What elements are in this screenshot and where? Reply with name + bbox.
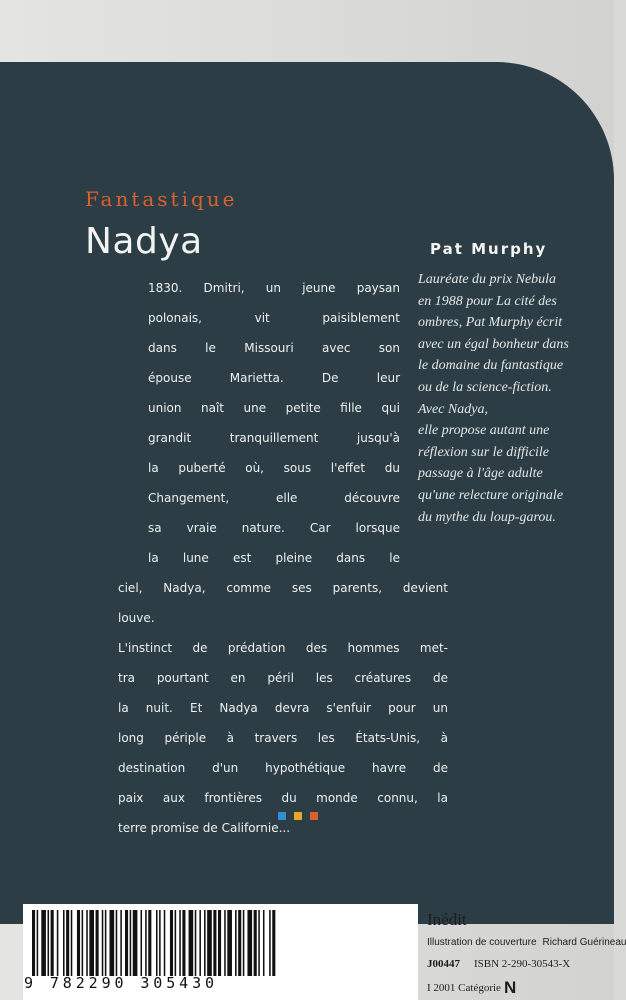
summary-line: L'instinct de prédation des hommes met-: [118, 641, 448, 655]
barcode-bar: [195, 910, 197, 976]
barcode-bar: [86, 910, 88, 976]
summary-line: sa vraie nature. Car lorsque: [148, 521, 400, 535]
catalog-row: [427, 978, 516, 998]
barcode-bar: [102, 910, 104, 976]
barcode-bar: [148, 910, 151, 976]
barcode-bar: [258, 910, 260, 976]
barcode-bar: [207, 910, 212, 976]
barcode-bar: [110, 910, 115, 976]
author-bio: [418, 269, 598, 528]
barcode-icon: [28, 910, 408, 976]
barcode-bar: [120, 910, 122, 976]
summary-line: la puberté où, sous l'effet du: [148, 461, 400, 475]
bio-line: ombres, Pat Murphy écrit: [418, 315, 563, 331]
barcode-bar: [57, 910, 59, 976]
catalog-prefix: I 2001 Catégorie: [427, 982, 501, 994]
author-name: Pat Murphy: [430, 240, 548, 258]
book-summary: [148, 273, 400, 573]
summary-line: terre promise de Californie...: [118, 821, 291, 835]
book-summary-continued: [118, 573, 448, 843]
summary-line: union naît une petite fille qui: [148, 401, 400, 415]
barcode-bar: [224, 910, 226, 976]
bio-line: en 1988 pour La cité des: [418, 293, 557, 309]
barcode-number: 9 782290 305430: [24, 974, 218, 992]
barcode-bar: [159, 910, 161, 976]
summary-line: ciel, Nadya, comme ses parents, devient: [118, 581, 448, 595]
barcode-bar: [213, 910, 216, 976]
barcode-bar: [51, 910, 54, 976]
product-code: J00447: [427, 958, 460, 970]
barcode-bar: [156, 910, 158, 976]
summary-line: la lune est pleine dans le: [148, 551, 400, 565]
summary-line: louve.: [118, 611, 155, 625]
barcode-bar: [189, 910, 194, 976]
bio-line: passage à l'âge adulte: [418, 466, 543, 482]
illustration-label: Illustration de couverture: [427, 937, 537, 948]
barcode-bar: [170, 910, 173, 976]
barcode-bar: [63, 910, 65, 976]
barcode-bar: [204, 910, 206, 976]
barcode-bar: [199, 910, 201, 976]
bio-line: ou de la science-fiction.: [418, 379, 552, 395]
bio-line: Avec Nadya,: [418, 401, 488, 417]
bio-line: Lauréate du prix Nebula: [418, 272, 557, 287]
dot-blue: [278, 812, 286, 820]
barcode-bar: [125, 910, 128, 976]
barcode-bar: [218, 910, 221, 976]
barcode-bar: [227, 910, 232, 976]
barcode-bar: [182, 910, 185, 976]
barcode-bar: [37, 910, 39, 976]
barcode-bar: [48, 910, 50, 976]
bio-line: réflexion sur le difficile: [418, 444, 550, 460]
barcode-bar: [130, 910, 132, 976]
dot-orange: [310, 812, 318, 820]
summary-line: 1830. Dmitri, un jeune paysan: [148, 281, 400, 295]
decorative-dots: [278, 812, 318, 820]
barcode-bar: [243, 910, 245, 976]
summary-line: épouse Marietta. De leur: [148, 371, 400, 385]
bio-line: avec un égal bonheur dans: [418, 336, 569, 352]
summary-line: la nuit. Et Nadya devra s'enfuir pour un: [118, 701, 448, 715]
inedit-label: Inédit: [427, 910, 467, 929]
bio-line: elle propose autant une: [418, 423, 550, 439]
barcode-bar: [175, 910, 177, 976]
barcode-bar: [82, 910, 84, 976]
barcode-bar: [272, 910, 275, 976]
summary-line: grandit tranquillement jusqu'à: [148, 431, 400, 445]
bio-line: du mythe du loup-garou.: [418, 509, 556, 525]
book-title: Nadya: [85, 221, 203, 262]
isbn: ISBN 2-290-30543-X: [474, 958, 571, 970]
barcode-bar: [269, 910, 271, 976]
barcode-bar: [238, 910, 241, 976]
barcode-bar: [71, 910, 73, 976]
barcode-bar: [32, 910, 35, 976]
illustrator-name: Richard Guérineau: [542, 937, 626, 948]
summary-line: Changement, elle découvre: [148, 491, 400, 505]
summary-line: paix aux frontières du monde connu, la: [118, 791, 448, 805]
summary-line: tra pourtant en péril les créatures de: [118, 671, 448, 685]
barcode-bar: [263, 910, 265, 976]
barcode-bar: [235, 910, 237, 976]
bio-line: qu'une relecture originale: [418, 487, 564, 503]
barcode-bar: [141, 910, 143, 976]
barcode-bar: [247, 910, 252, 976]
barcode-bar: [89, 910, 94, 976]
barcode-bar: [96, 910, 99, 976]
code-row: [427, 958, 570, 970]
barcode-bar: [254, 910, 257, 976]
barcode-bar: [164, 910, 166, 976]
barcode-bar: [116, 910, 118, 976]
barcode-bar: [77, 910, 80, 976]
genre-label: Fantastique: [85, 187, 238, 211]
barcode-bar: [105, 910, 107, 976]
barcode-bar: [66, 910, 69, 976]
barcode-bar: [179, 910, 181, 976]
catalog-letter: N: [503, 978, 517, 997]
summary-line: long périple à travers les États-Unis, à: [118, 731, 448, 745]
illustration-credit: [427, 937, 626, 948]
bio-line: le domaine du fantastique: [418, 358, 564, 374]
dot-yellow: [294, 812, 302, 820]
barcode-bar: [133, 910, 138, 976]
summary-line: destination d'un hypothétique havre de: [118, 761, 448, 775]
barcode-bar: [41, 910, 46, 976]
barcode-bar: [145, 910, 147, 976]
summary-line: dans le Missouri avec son: [148, 341, 400, 355]
summary-line: polonais, vit paisiblement: [148, 311, 400, 325]
